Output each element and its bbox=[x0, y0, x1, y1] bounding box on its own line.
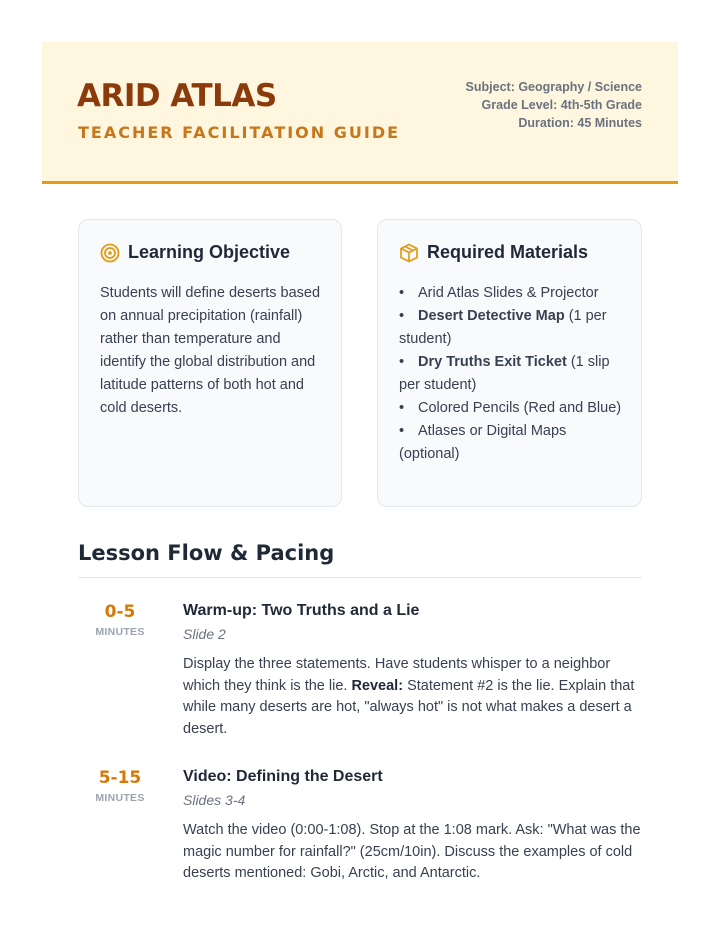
step-time-unit: MINUTES bbox=[95, 626, 145, 638]
step-time-unit: MINUTES bbox=[95, 792, 145, 804]
box-icon bbox=[399, 243, 419, 263]
step-time: 0-5 bbox=[104, 602, 136, 622]
objective-text: Students will define deserts based on annual precipitation (rainfall) rather than temperature and identify the global distribution and latitude patterns of both hot and cold deserts. bbox=[100, 285, 321, 416]
page-subtitle: TEACHER FACILITATION GUIDE bbox=[78, 123, 401, 142]
list-item: • Desert Detective Map (1 per student) bbox=[399, 308, 607, 347]
step-content bbox=[183, 768, 642, 885]
step-title: Warm-up: Two Truths and a Lie bbox=[183, 602, 420, 619]
section-divider bbox=[78, 577, 642, 578]
materials-title: Required Materials bbox=[427, 242, 589, 262]
list-item: • Atlases or Digital Maps (optional) bbox=[399, 423, 567, 462]
subject-label: Subject: Geography / Science bbox=[465, 80, 642, 94]
required-materials-card bbox=[377, 219, 642, 507]
materials-list bbox=[399, 282, 623, 466]
grade-label: Grade Level: 4th-5th Grade bbox=[481, 98, 642, 112]
learning-objective-card bbox=[78, 219, 342, 507]
target-icon bbox=[100, 243, 120, 263]
list-item: • Dry Truths Exit Ticket (1 slip per student) bbox=[399, 354, 610, 393]
lesson-meta bbox=[466, 78, 642, 132]
objective-header bbox=[100, 242, 290, 263]
step-content bbox=[183, 602, 642, 740]
lesson-flow-heading: Lesson Flow & Pacing bbox=[78, 541, 335, 565]
step-slide-ref: Slide 2 bbox=[183, 626, 226, 642]
duration-label: Duration: 45 Minutes bbox=[518, 116, 642, 130]
step-slide-ref: Slides 3-4 bbox=[183, 792, 246, 808]
page-title: ARID ATLAS bbox=[77, 78, 277, 114]
step-time: 5-15 bbox=[98, 768, 142, 788]
list-item: • Arid Atlas Slides & Projector bbox=[399, 285, 599, 301]
step-description: Watch the video (0:00-1:08). Stop at the 1:08 mark. Ask: "What was the magic number for rainfall?" (25cm/10in). Discuss the examples of cold deserts mentioned: Gobi, Arctic, and Antarctic. bbox=[183, 822, 641, 881]
materials-header bbox=[399, 242, 588, 263]
step-description: Display the three statements. Have students whisper to a neighbor which they think is the lie. Reveal: Statement #2 is the lie. Explain that while many deserts are hot, "always hot" is not what makes a desert a desert. bbox=[183, 656, 635, 737]
guide-header bbox=[42, 42, 678, 184]
objective-title: Learning Objective bbox=[128, 242, 291, 262]
step-title: Video: Defining the Desert bbox=[183, 768, 383, 785]
list-item: • Colored Pencils (Red and Blue) bbox=[399, 400, 622, 416]
materials-body bbox=[399, 282, 623, 466]
